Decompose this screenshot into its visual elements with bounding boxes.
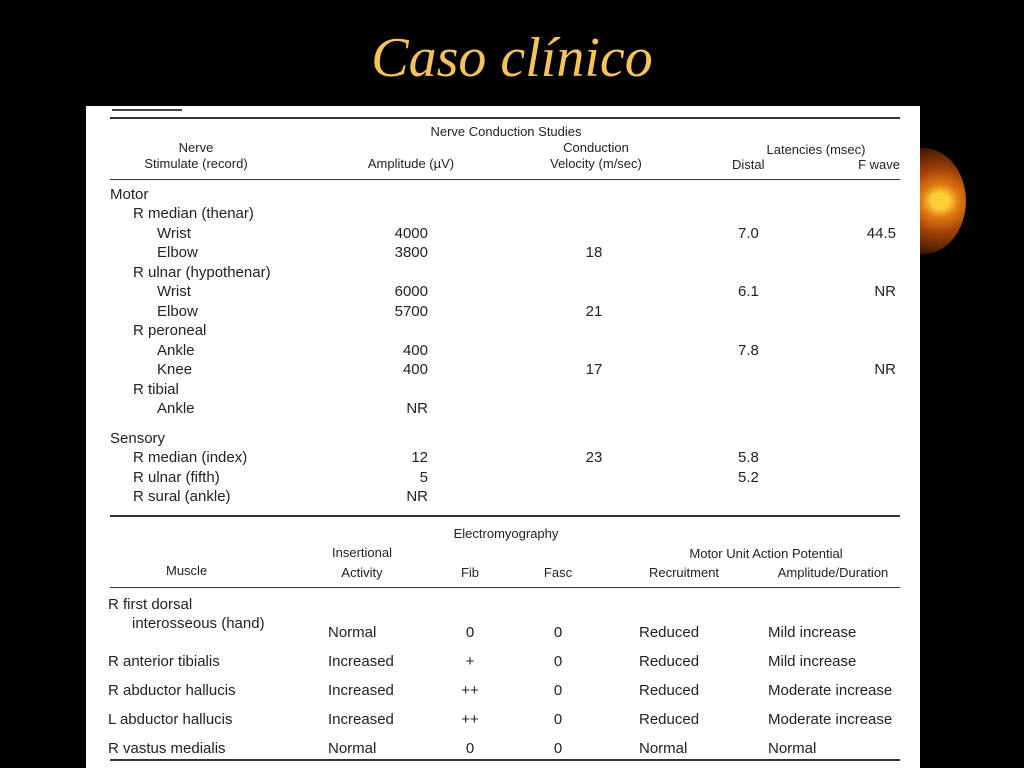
emg-row-fib: 0 [465,740,475,757]
emg-row-amplitude-duration: Moderate increase [768,711,893,728]
ncs-row-distal-latency: 5.8 [738,449,759,466]
ncs-row-velocity: 21 [585,303,603,320]
emg-row-muscle: R first dorsal [108,596,193,613]
ncs-header-rule [110,179,900,180]
ncs-row-label: Sensory [110,430,166,447]
emg-row-muscle: L abductor hallucis [108,711,233,728]
emg-row-fib: ++ [461,682,479,699]
ncs-row-label: R ulnar (hypothenar) [133,264,271,281]
ncs-row-amplitude: 4000 [394,225,428,242]
ncs-row-amplitude: 400 [402,361,428,378]
emg-row-fasc: 0 [553,682,563,699]
ncs-row-label: Elbow [157,244,198,261]
emg-header-muap: Motor Unit Action Potential [689,546,843,561]
ncs-row-label: R tibial [133,381,179,398]
emg-caption: Electromyography [453,526,559,541]
ncs-caption: Nerve Conduction Studies [430,124,582,139]
ncs-row-amplitude: NR [406,488,428,505]
ncs-row-amplitude: NR [406,400,428,417]
emg-row-recruitment: Reduced [639,682,700,699]
emg-header-rule [110,587,900,588]
emg-row-amplitude-duration: Mild increase [768,624,857,641]
emg-row-amplitude-duration: Moderate increase [768,682,893,699]
emg-row-muscle-cont: interosseous (hand) [132,615,265,632]
top-rule [110,117,900,119]
ncs-row-label: R ulnar (fifth) [133,469,220,486]
ncs-row-label: Ankle [157,342,195,359]
emg-row-fib: 0 [465,624,475,641]
ncs-header-velocity: Velocity (m/sec) [550,156,642,171]
emg-row-insertional-activity: Increased [328,653,394,670]
ncs-row-label: Ankle [157,400,195,417]
ncs-row-distal-latency: 5.2 [738,469,759,486]
ncs-row-distal-latency: 7.0 [738,225,759,242]
emg-row-insertional-activity: Increased [328,682,394,699]
emg-header-muscle: Muscle [166,563,208,578]
scanned-table-image [86,106,920,768]
ncs-header-conduction: Conduction [563,140,629,155]
ncs-header-stimulate: Stimulate (record) [144,156,248,171]
cropped-text-fragment [112,100,182,111]
ncs-header-distal: Distal [732,157,765,172]
emg-header-activity: Activity [341,565,383,580]
emg-header-ampdur: Amplitude/Duration [777,565,889,580]
ncs-row-label: Knee [157,361,193,378]
ncs-row-amplitude: 12 [411,449,428,466]
ncs-row-label: R median (thenar) [133,205,254,222]
ncs-row-amplitude: 5700 [394,303,428,320]
bottom-rule [110,759,900,761]
emg-row-fasc: 0 [553,653,563,670]
ncs-row-label: Wrist [157,283,191,300]
emg-row-muscle: R anterior tibialis [108,653,220,670]
ncs-row-amplitude: 6000 [394,283,428,300]
emg-row-amplitude-duration: Mild increase [768,653,857,670]
ncs-row-distal-latency: 6.1 [738,283,759,300]
ncs-row-label: R median (index) [133,449,248,466]
ncs-row-velocity: 23 [585,449,603,466]
emg-row-insertional-activity: Increased [328,711,394,728]
emg-row-muscle: R vastus medialis [108,740,226,757]
emg-row-recruitment: Reduced [639,624,700,641]
emg-row-recruitment: Reduced [639,653,700,670]
emg-header-fasc: Fasc [543,565,573,580]
emg-row-muscle: R abductor hallucis [108,682,236,699]
ncs-header-latencies: Latencies (msec) [766,142,866,157]
emg-header-insertional: Insertional [332,545,392,560]
emg-row-fasc: 0 [553,624,563,641]
ncs-row-velocity: 17 [585,361,603,378]
ncs-row-label: R peroneal [133,322,207,339]
ncs-row-fwave: NR [874,283,896,300]
emg-row-insertional-activity: Normal [328,624,377,641]
slide-title: Caso clínico [371,27,653,89]
ncs-row-label: R sural (ankle) [133,488,231,505]
ncs-header-amplitude: Amplitude (µV) [367,156,455,171]
ncs-row-distal-latency: 7.8 [738,342,759,359]
emg-row-fasc: 0 [553,740,563,757]
emg-row-fib: ++ [461,711,479,728]
emg-header-recruitment: Recruitment [648,565,720,580]
ncs-row-velocity: 18 [585,244,603,261]
ncs-row-fwave: NR [874,361,896,378]
ncs-row-amplitude: 5 [419,469,428,486]
emg-row-insertional-activity: Normal [328,740,377,757]
emg-row-fasc: 0 [553,711,563,728]
emg-row-fib: + [465,653,475,670]
ncs-row-amplitude: 400 [402,342,428,359]
ncs-header-nerve: Nerve [178,140,214,155]
ncs-header-fwave: F wave [858,157,900,172]
ncs-row-label: Motor [110,186,149,203]
ncs-row-fwave: 44.5 [866,225,896,242]
emg-row-amplitude-duration: Normal [768,740,817,757]
emg-header-fib: Fib [460,565,480,580]
section-rule [110,515,900,517]
emg-row-recruitment: Normal [639,740,688,757]
ncs-row-label: Wrist [157,225,191,242]
ncs-row-label: Elbow [157,303,198,320]
ncs-row-amplitude: 3800 [394,244,428,261]
emg-row-recruitment: Reduced [639,711,700,728]
